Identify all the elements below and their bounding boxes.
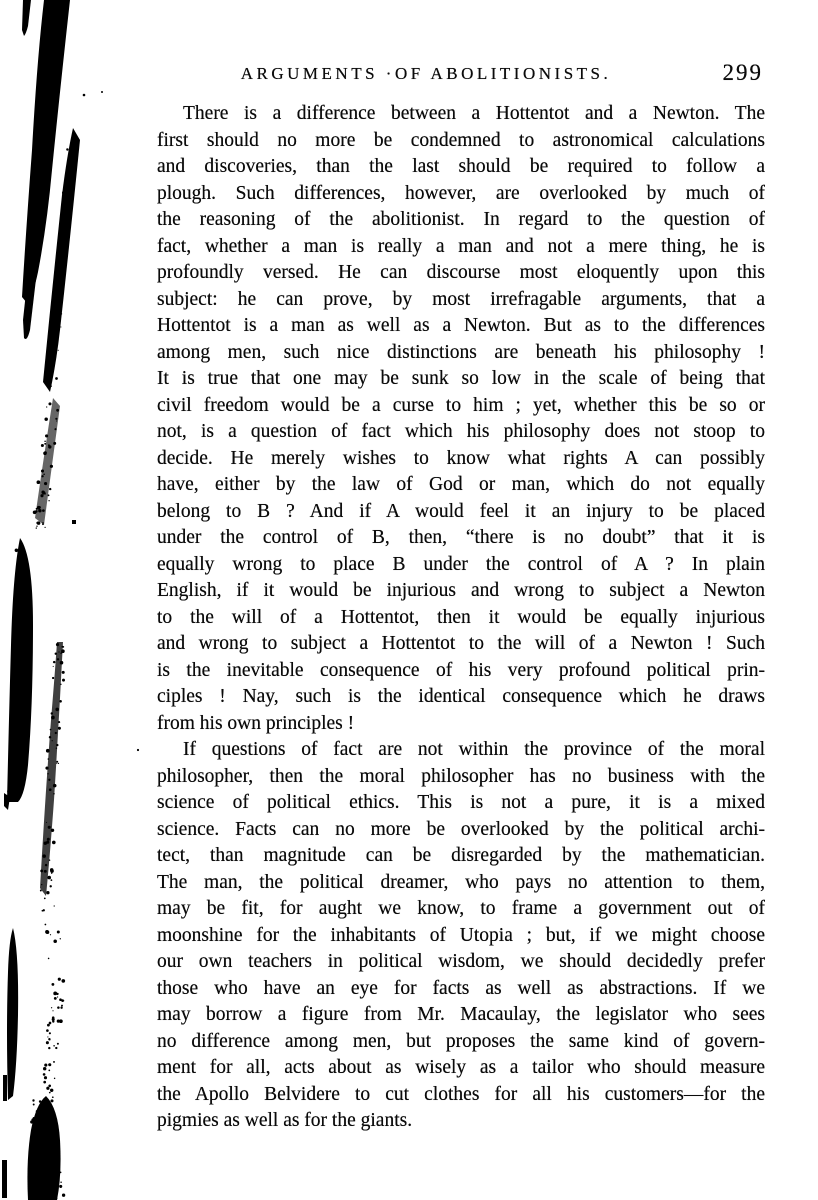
text-line: may borrow a figure from Mr. Macaulay, the legislator who sees: [157, 1004, 765, 1025]
text-line: not, is a question of fact which his philosophy does not stoop to: [157, 421, 765, 442]
text-line: plough. Such differences, however, are overlooked by much of: [157, 182, 765, 204]
text-line: If questions of fact are not within the province of the moral: [183, 739, 765, 760]
text-line: equally wrong to place B under the control of A ? In plain: [157, 553, 765, 575]
text-line: from his own principles !: [157, 712, 355, 734]
text-line: decide. He merely wishes to know what rights A can possibly: [157, 447, 765, 469]
text-line: science. Facts can no more be overlooked by the political archi-: [157, 818, 765, 840]
text-line: and discoveries, than the last should be required to follow a: [157, 156, 765, 177]
text-line: ment for all, acts about as wisely as a tailor who should measure: [157, 1057, 765, 1078]
text-line: the reasoning of the abolitionist. In regard to the question of: [157, 209, 765, 230]
paragraph: [157, 101, 765, 737]
text-line: science of political ethics. This is not a pure, it is a mixed: [157, 792, 765, 813]
text-line: have, either by the law of God or man, which do not equally: [157, 474, 765, 495]
running-title: ARGUMENTS ·OF ABOLITIONISTS.: [240, 64, 612, 83]
text-line: subject: he can prove, by most irrefragable arguments, that a: [157, 288, 765, 310]
ink-streaks: [2, 0, 139, 1200]
page-header: [157, 60, 765, 90]
text-line: and wrong to subject a Hottentot to the will of a Newton ! Such: [157, 633, 765, 654]
text-line: The man, the political dreamer, who pays no attention to them,: [157, 871, 765, 893]
text-line: first should no more be condemned to astronomical calculations: [157, 129, 765, 151]
text-line: is the inevitable consequence of his very profound political prin-: [157, 659, 765, 681]
text-line: tect, than magnitude can be disregarded by the mathematician.: [157, 845, 765, 866]
text-line: among men, such nice distinctions are beneath his philosophy !: [157, 341, 765, 363]
ink-speckle: [7, 20, 75, 1200]
text-line: those who have an eye for facts as well as abstractions. If we: [157, 977, 765, 999]
text-line: It is true that one may be sunk so low in the scale of being that: [157, 368, 765, 389]
text-line: profoundly versed. He can discourse most eloquently upon this: [157, 262, 765, 283]
text-line: Hottentot is a man as well as a Newton. But as to the differences: [157, 315, 765, 336]
text-line: may be fit, for aught we know, to frame a government out of: [157, 898, 765, 919]
text-line: belong to B ? And if A would feel it an injury to be placed: [157, 500, 765, 522]
text-line: English, if it would be injurious and wrong to subject a Newton: [157, 580, 765, 601]
text-line: There is a difference between a Hottentot and a Newton. The: [183, 103, 765, 124]
page-body: [157, 101, 765, 1135]
text-line: civil freedom would be a curse to him ; yet, whether this be so or: [157, 394, 765, 416]
text-line: our own teachers in political wisdom, we should decidedly prefer: [157, 951, 765, 972]
page-number: 299: [722, 60, 763, 85]
text-line: no difference among men, but proposes the same kind of govern-: [157, 1030, 765, 1052]
text-line: under the control of B, then, “there is no doubt” that it is: [157, 527, 765, 548]
paragraph: [157, 737, 765, 1135]
text-line: fact, whether a man is really a man and not a mere thing, he is: [157, 235, 765, 257]
binding-smudge-artifact: [0, 0, 150, 1200]
text-line: ciples ! Nay, such is the identical consequence which he draws: [157, 686, 765, 707]
text-line: pigmies as well as for the giants.: [157, 1110, 413, 1131]
text-line: philosopher, then the moral philosopher has no business with the: [157, 765, 765, 787]
text-line: the Apollo Belvidere to cut clothes for all his customers—for the: [157, 1083, 765, 1105]
text-line: to the will of a Hottentot, then it would be equally injurious: [157, 606, 765, 628]
text-line: moonshine for the inhabitants of Utopia ; but, if we might choose: [157, 924, 765, 946]
